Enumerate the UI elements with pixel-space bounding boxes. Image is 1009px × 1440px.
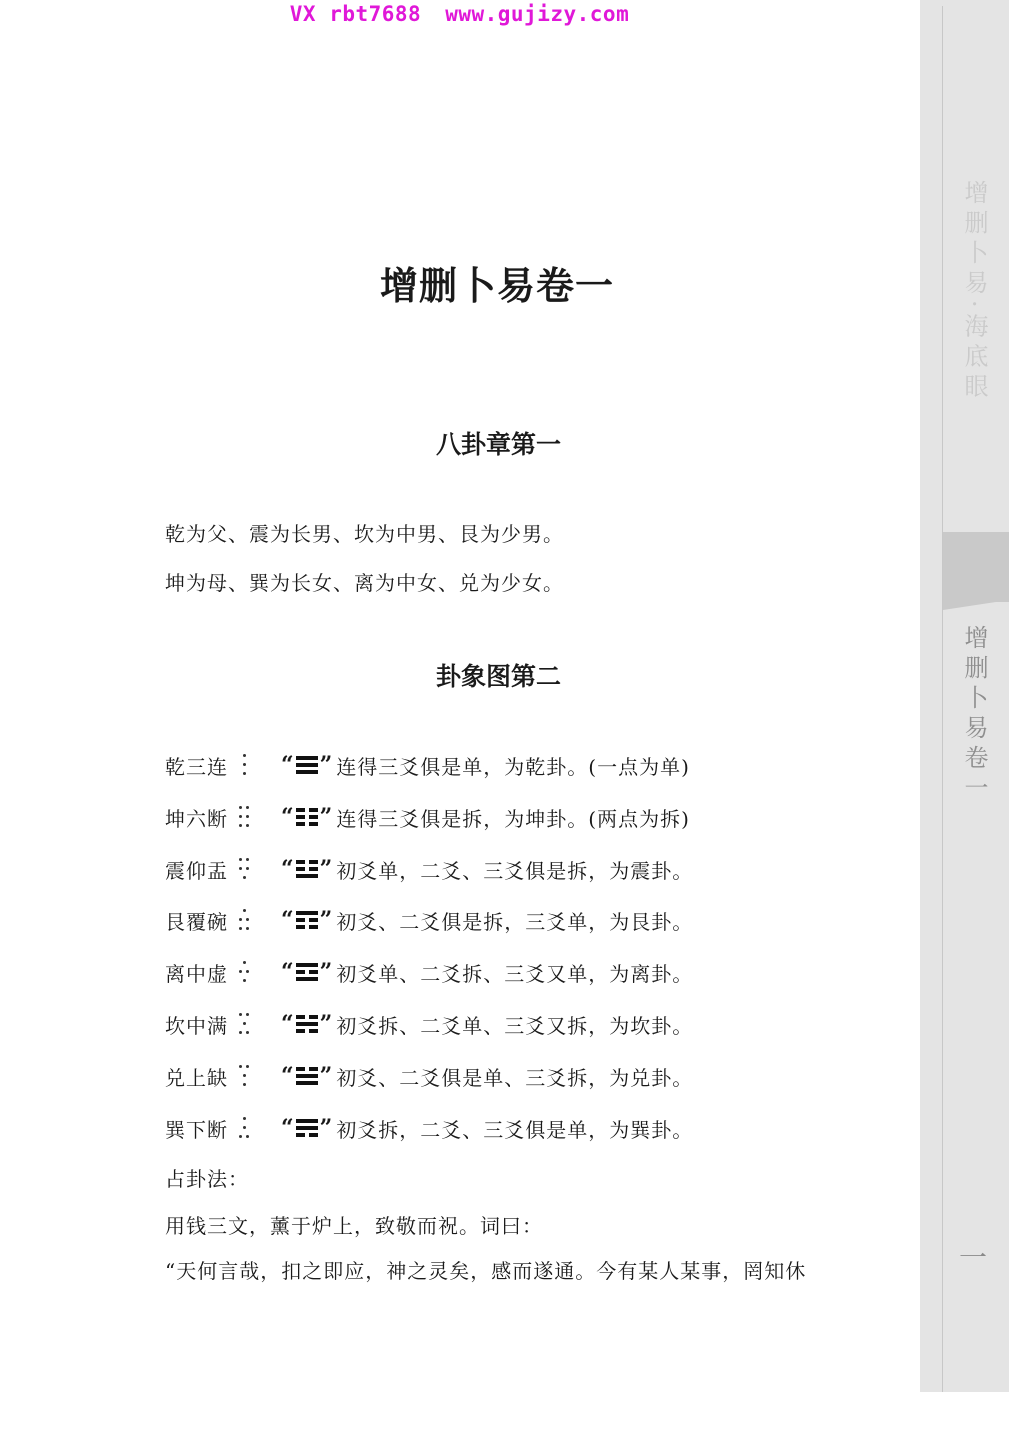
margin-divider [942, 6, 943, 1392]
open-quote: “ [281, 1115, 294, 1141]
trigram-description: 初爻单、二爻拆、三爻又单，为离卦。 [336, 961, 694, 986]
trigram-row [165, 958, 693, 986]
trigram-row [165, 751, 690, 779]
paragraph-line: “天何言哉，扣之即应，神之灵矣，感而遂通。今有某人某事，罔知休 [165, 1259, 807, 1283]
trigram-name: 坎中满 [165, 1013, 228, 1038]
trigram-description: 初爻、二爻俱是拆，三爻单，为艮卦。 [336, 909, 694, 934]
trigram-symbol-icon [296, 860, 318, 878]
section-heading-1: 八卦章第一 [436, 430, 562, 459]
dot-notation-icon [237, 858, 251, 880]
trigram-row [165, 1114, 693, 1142]
trigram-symbol-icon [296, 1015, 318, 1033]
open-quote: “ [281, 1011, 294, 1037]
close-quote: ” [319, 907, 333, 933]
trigram-row [165, 906, 693, 934]
dot-notation-icon [237, 754, 251, 776]
trigram-name: 巽下断 [165, 1117, 228, 1142]
open-quote: “ [281, 1063, 294, 1089]
close-quote: ” [319, 752, 333, 778]
dot-notation-icon [237, 1117, 251, 1139]
section-heading-2: 卦象图第二 [436, 662, 562, 691]
paragraph-line: 乾为父、震为长男、坎为中男、艮为少男。 [165, 522, 564, 546]
margin-chapter-tab [943, 532, 1009, 602]
watermark-url: www.gujizy.com [445, 2, 630, 26]
trigram-row [165, 803, 690, 831]
close-quote: ” [319, 1115, 333, 1141]
trigram-symbol-icon [296, 1119, 318, 1137]
trigram-description: 连得三爻俱是拆，为坤卦。(两点为拆) [336, 806, 690, 831]
trigram-name: 离中虚 [165, 961, 228, 986]
trigram-symbol-icon [296, 1067, 318, 1085]
trigram-row [165, 855, 693, 883]
watermark-wechat: VX rbt7688 [289, 2, 422, 26]
margin-tab-slant [943, 600, 1009, 610]
margin-series-title: 增删卜易·海底眼 [960, 180, 988, 404]
dot-notation-icon [237, 1013, 251, 1035]
open-quote: “ [281, 856, 294, 882]
close-quote: ” [319, 959, 333, 985]
dot-notation-icon [237, 961, 251, 983]
trigram-symbol-icon [296, 911, 318, 929]
page-number: 一 [959, 1241, 988, 1274]
trigram-description: 初爻、二爻俱是单、三爻拆，为兑卦。 [336, 1065, 694, 1090]
open-quote: “ [281, 907, 294, 933]
trigram-name: 兑上缺 [165, 1065, 228, 1090]
trigram-row [165, 1010, 693, 1038]
page-title: 增删卜易卷一 [380, 263, 615, 308]
dot-notation-icon [237, 909, 251, 931]
trigram-name: 坤六断 [165, 806, 228, 831]
trigram-symbol-icon [296, 963, 318, 981]
close-quote: ” [319, 1011, 333, 1037]
trigram-name: 震仰盂 [165, 858, 228, 883]
trigram-name: 艮覆碗 [165, 909, 228, 934]
paragraph-line: 坤为母、巽为长女、离为中女、兑为少女。 [165, 571, 564, 595]
trigram-description: 连得三爻俱是单，为乾卦。(一点为单) [336, 754, 690, 779]
trigram-description: 初爻拆、二爻单、三爻又拆，为坎卦。 [336, 1013, 694, 1038]
open-quote: “ [281, 959, 294, 985]
paragraph-line: 占卦法： [165, 1167, 249, 1191]
trigram-description: 初爻单，二爻、三爻俱是拆，为震卦。 [336, 858, 694, 883]
close-quote: ” [319, 1063, 333, 1089]
trigram-symbol-icon [296, 756, 318, 774]
open-quote: “ [281, 752, 294, 778]
margin-chapter-title: 增删卜易卷一 [960, 625, 988, 805]
close-quote: ” [319, 804, 333, 830]
dot-notation-icon [237, 806, 251, 828]
open-quote: “ [281, 804, 294, 830]
trigram-symbol-icon [296, 808, 318, 826]
watermark [0, 2, 1009, 32]
dot-notation-icon [237, 1065, 251, 1087]
paragraph-line: 用钱三文，薰于炉上，致敬而祝。词曰： [165, 1214, 543, 1238]
trigram-name: 乾三连 [165, 754, 228, 779]
trigram-description: 初爻拆，二爻、三爻俱是单，为巽卦。 [336, 1117, 694, 1142]
trigram-row [165, 1062, 693, 1090]
close-quote: ” [319, 856, 333, 882]
